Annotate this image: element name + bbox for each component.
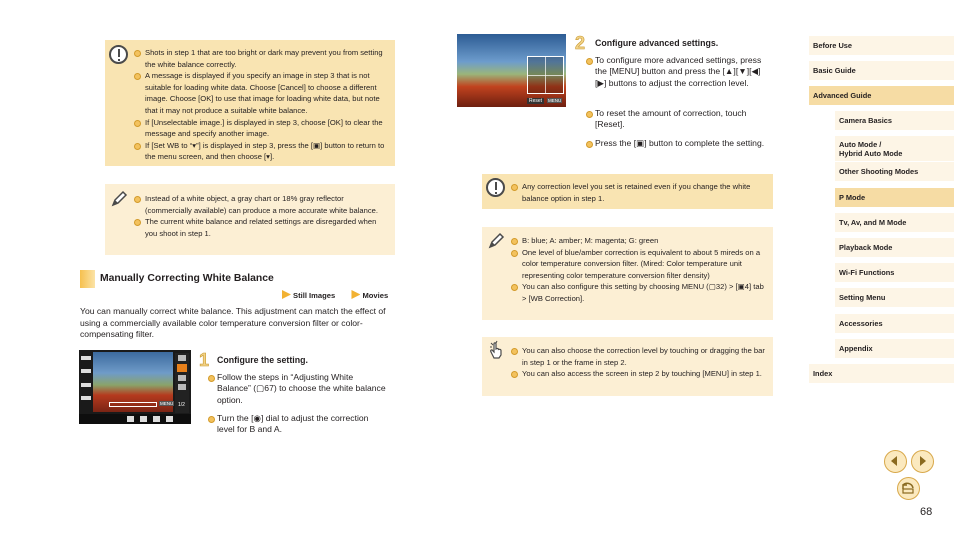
touch-hand-icon — [486, 340, 506, 360]
nav-playback-mode[interactable]: Playback Mode — [835, 238, 954, 258]
screen1-menu-label: MENU — [160, 401, 174, 406]
caution-item: A message is displayed if you specify an image in step 3 that is not suitable for loading white data. Choose [Cancel] to choose a different image. Choose [OK] to use that image for loading white data, but note that it may not produce a suitable white balance. — [145, 70, 389, 116]
tip-list — [145, 193, 389, 239]
nav-other-shooting-modes[interactable]: Other Shooting Modes — [835, 162, 954, 182]
step2-number: 2 — [575, 33, 586, 53]
section-marker — [80, 270, 95, 288]
camera-screen-1 — [79, 350, 191, 424]
nav-auto-mode-line1: Auto Mode / — [839, 139, 882, 149]
section-title: Manually Correcting White Balance — [100, 273, 274, 284]
caution-list — [522, 181, 767, 204]
step2-bullet: To reset the amount of correction, touch [Reset]. — [595, 108, 767, 131]
touch-list — [522, 345, 767, 380]
arrow-right-icon — [912, 451, 932, 471]
screen2-menu: MENU — [548, 98, 562, 103]
nav-camera-basics[interactable]: Camera Basics — [835, 111, 954, 131]
page-number: 68 — [920, 506, 933, 518]
step2-bullet: To configure more advanced settings, press the [MENU] button and press the [▲][▼][◀][▶] buttons to adjust the correction level. — [595, 55, 765, 89]
screen1-value: 1/2 — [178, 402, 185, 408]
camera-screen-2 — [457, 34, 566, 107]
nav-accessories[interactable]: Accessories — [835, 314, 954, 334]
step2-title: Configure advanced settings. — [595, 38, 719, 48]
nav-basic-guide[interactable]: Basic Guide — [809, 61, 954, 81]
touch-item: You can also access the screen in step 2 by touching [MENU] in step 1. — [522, 368, 767, 380]
tip-note-box — [105, 184, 395, 255]
prev-page-button[interactable] — [884, 450, 907, 473]
caution-item: If [Set WB to “▾”] is displayed in step 3, press the [▣] button to return to the menu screen, and then choose [▾]. — [145, 140, 389, 163]
nav-before-use[interactable]: Before Use — [809, 36, 954, 56]
nav-tv-av-m-mode[interactable]: Tv, Av, and M Mode — [835, 213, 954, 233]
step1-title: Configure the setting. — [217, 355, 308, 365]
nav-setting-menu[interactable]: Setting Menu — [835, 288, 954, 308]
nav-index[interactable]: Index — [809, 364, 954, 384]
nav-p-mode[interactable]: P Mode — [835, 188, 954, 208]
nav-auto-mode-line2: Hybrid Auto Mode — [839, 148, 903, 158]
caution-note-box — [482, 174, 773, 209]
tip-list — [522, 235, 767, 305]
caution-icon — [109, 45, 128, 64]
arrow-left-icon — [885, 451, 905, 471]
caution-item: If [Unselectable image.] is displayed in step 3, choose [OK] to clear the message and specify another image. — [145, 117, 389, 140]
tip-item: The current white balance and related settings are disregarded when you shoot in step 1. — [145, 216, 389, 239]
still-images-tag: Still Images — [293, 291, 336, 300]
step1-number: 1 — [199, 350, 210, 370]
next-page-button[interactable] — [911, 450, 934, 473]
still-images-tag-icon — [282, 290, 291, 299]
return-icon — [898, 478, 918, 498]
caution-icon — [486, 178, 505, 197]
movies-tag-icon — [351, 290, 360, 299]
pencil-icon — [486, 231, 506, 251]
caution-item: Shots in step 1 that are too bright or dark may prevent you from setting the white balance correctly. — [145, 47, 389, 70]
screen2-reset: Reset — [529, 98, 543, 104]
nav-auto-mode[interactable] — [835, 136, 954, 162]
return-button[interactable] — [897, 477, 920, 500]
nav-wifi-functions[interactable]: Wi-Fi Functions — [835, 263, 954, 283]
touch-note-box — [482, 337, 773, 396]
tip-item: B: blue; A: amber; M: magenta; G: green — [522, 235, 767, 247]
tip-note-box — [482, 227, 773, 320]
touch-item: You can also choose the correction level by touching or dragging the bar in step 1 or the frame in step 2. — [522, 345, 767, 368]
step1-bullet: Follow the steps in “Adjusting White Balance” (▢67) to choose the white balance option. — [217, 372, 386, 405]
step1-bullet: Turn the [◉] dial to adjust the correction level for B and A. — [217, 413, 387, 436]
nav-appendix[interactable]: Appendix — [835, 339, 954, 359]
section-intro: You can manually correct white balance. This adjustment can match the effect of using a commercially available color temperature conversion filter or color-compensating filter. — [80, 306, 386, 340]
nav-advanced-guide[interactable]: Advanced Guide — [809, 86, 954, 106]
step2-bullet: Press the [▣] button to complete the setting. — [595, 138, 767, 149]
tip-item: You can also configure this setting by choosing MENU (▢32) > [▣4] tab > [WB Correction]. — [522, 281, 767, 304]
tip-item: One level of blue/amber correction is equivalent to about 5 mireds on a color temperature conversion filter. (Mired: Color temperature unit representing color temperature conversion filter density) — [522, 247, 767, 282]
tip-item: Instead of a white object, a gray chart or 18% gray reflector (commercially available) can produce a more accurate white balance. — [145, 193, 389, 216]
caution-item: Any correction level you set is retained even if you change the white balance option in step 1. — [522, 181, 767, 204]
pencil-icon — [109, 189, 129, 209]
movies-tag: Movies — [362, 291, 389, 300]
caution-list — [145, 47, 389, 163]
mode-tags — [282, 290, 388, 300]
caution-note-box — [105, 40, 395, 166]
